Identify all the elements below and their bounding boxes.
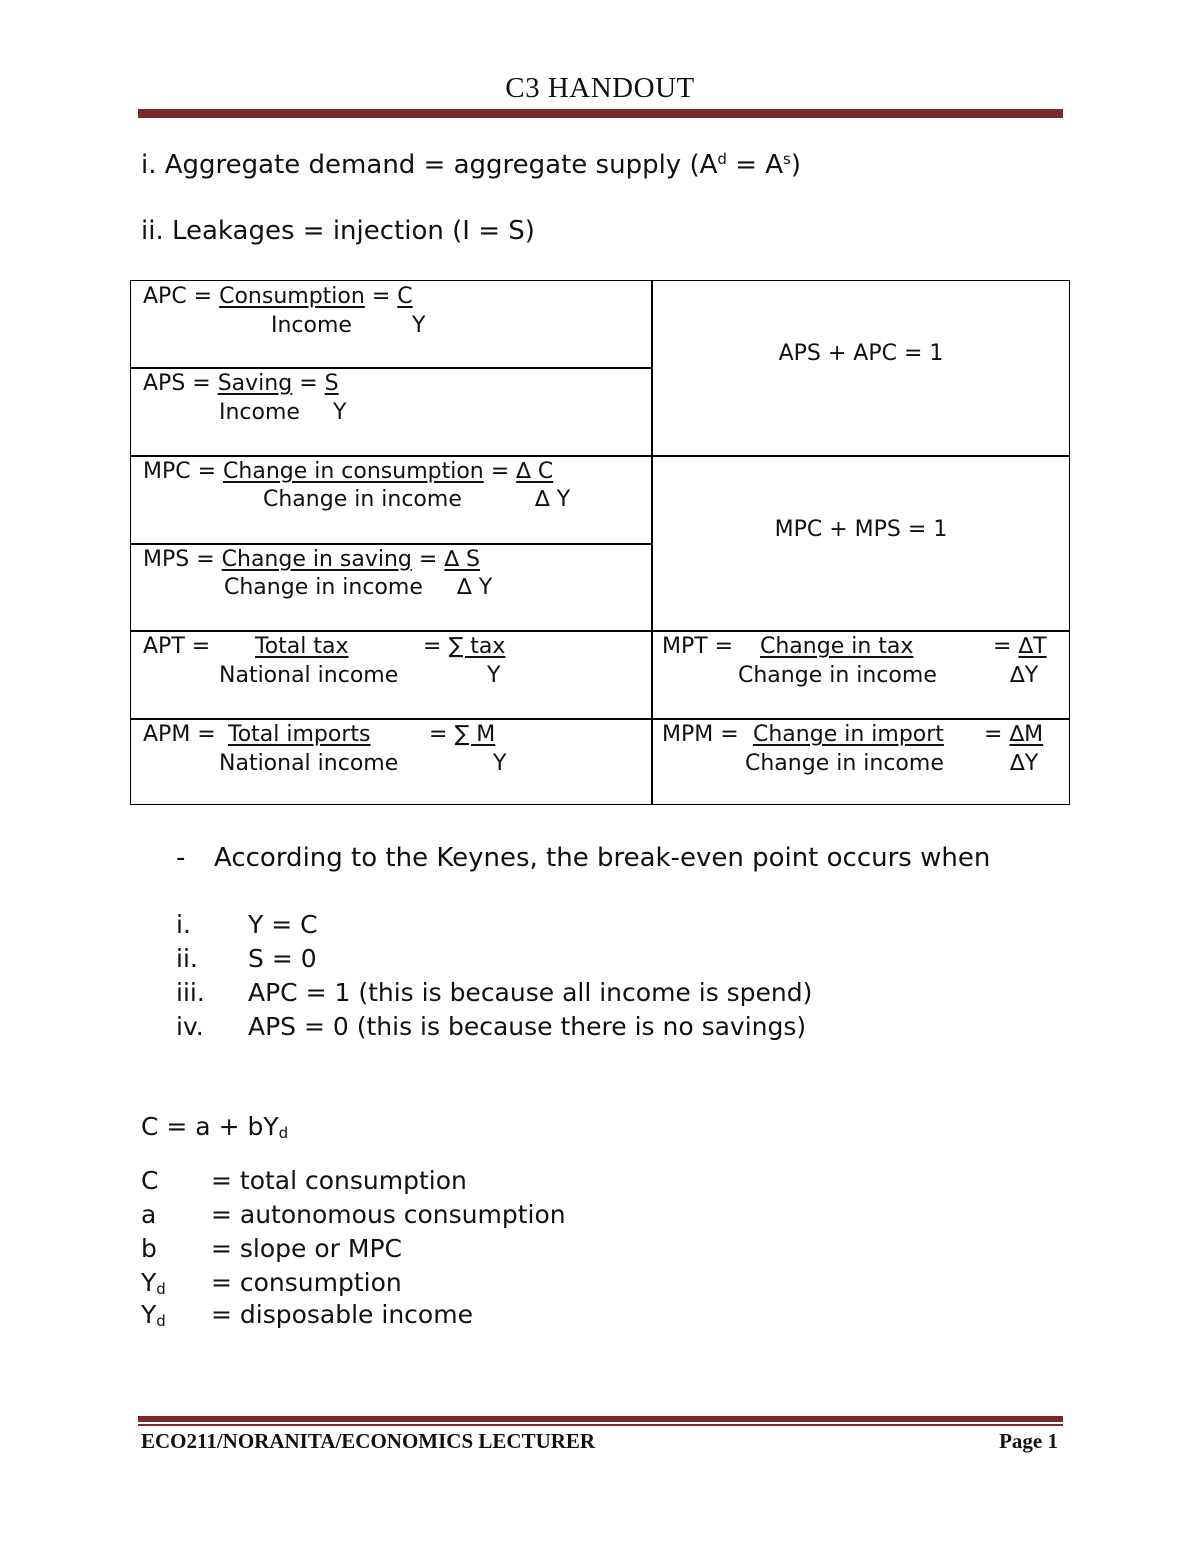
equilibrium-condition-1: i. Aggregate demand = aggregate supply $(A^d = A^s)$ [141,150,802,180]
mpt-formula: MPT = [662,634,741,659]
aps-apc-identity: APS + APC = 1 [778,341,944,366]
definition-item: b = slope or MPC [141,1234,402,1263]
list-item: iii. APC = 1 (this is because all income is spend) [176,978,813,1007]
list-item: iv. APS = 0 (this is because there is no savings) [176,1012,807,1041]
definition-item: $Y_d$ = consumption [141,1268,402,1298]
mpc-mps-identity: MPC + MPS = 1 [774,517,948,542]
list-item: ii. S = 0 [176,944,317,973]
keynes-intro: - According to the Keynes, the break-even point occurs when [176,843,991,873]
list-item: i. Y = C [176,910,318,939]
apc-formula: APC = Consumption = C [143,284,413,309]
apm-formula: APM = [143,722,223,747]
formula-table: APC = Consumption = C Income Y APS = Saving = S Income Y APS + APC = 1 MPC = Change in consumption = ∆ C Change in income ∆ Y MPS = Change in saving = ∆ S Change in income ∆ Y MPC + MPS = 1 APT = Total tax = ∑ tax National income Y MPT = Change in tax = ∆T Change in income ∆Y APM = Total imports = ∑ M National income Y MPM = Change in import = ∆M Change in income ∆Y [130,280,1070,805]
page-number: Page 1 [999,1429,1058,1453]
apt-formula: APT = [143,634,218,659]
header-rule [138,109,1063,118]
footer-rule [138,1416,1063,1422]
definition-item: a = autonomous consumption [141,1200,566,1229]
page-title: C3 HANDOUT [505,72,695,104]
equilibrium-condition-2: ii. Leakages = injection (I = S) [141,216,535,246]
aps-formula: APS = Saving = S [143,371,339,396]
definition-item: $Y_d$ = disposable income [141,1300,473,1330]
footer-rule-thin [138,1424,1063,1426]
mps-formula: MPS = Change in saving = ∆ S [143,547,481,572]
consumption-function: $C = a + bY_d$ [141,1112,289,1142]
definition-item: C = total consumption [141,1166,467,1195]
mpm-formula: MPM = [662,722,746,747]
footer-course-info: ECO211/NORANITA/ECONOMICS LECTURER [141,1429,596,1453]
mpc-formula: MPC = Change in consumption = ∆ C [143,459,554,484]
